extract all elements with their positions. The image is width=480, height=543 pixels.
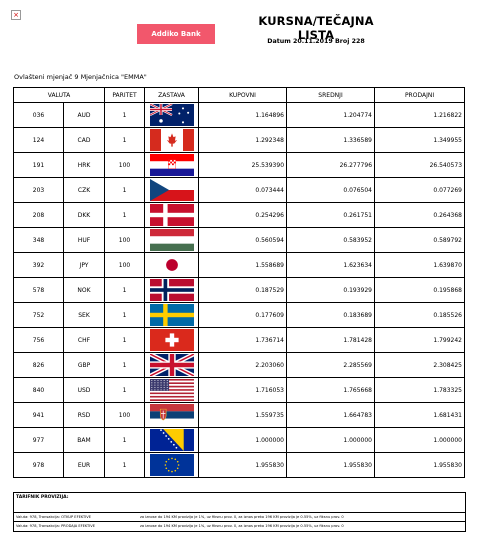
sell-rate-cell: 1.639870 — [375, 253, 465, 278]
exchange-rate-table — [13, 87, 465, 478]
no-flag-icon — [150, 279, 194, 301]
middle-rate-cell: 1.781428 — [287, 328, 375, 353]
buy-rate-cell: 1.558689 — [199, 253, 287, 278]
sell-rate-cell: 1.783325 — [375, 378, 465, 403]
buy-rate-cell: 25.539390 — [199, 153, 287, 178]
middle-rate-cell: 1.204774 — [287, 103, 375, 128]
buy-rate-cell: 1.736714 — [199, 328, 287, 353]
buy-rate-cell: 0.254296 — [199, 203, 287, 228]
page-title: KURSNA/TEČAJNA LISTA — [258, 14, 374, 42]
currency-name-cell: CHF — [64, 328, 105, 353]
currency-code-cell: 941 — [14, 403, 64, 428]
table-row — [14, 303, 465, 328]
currency-name-cell: RSD — [64, 403, 105, 428]
table-row — [14, 278, 465, 303]
exchange-office-name: Ovlašteni mjenjač 9 Mjenjačnica "EMMA" — [14, 73, 147, 81]
flag-cell — [145, 228, 199, 253]
provision-tariff-box — [13, 492, 466, 532]
header-prodajni: PRODAJNI — [375, 88, 465, 103]
buy-rate-cell: 0.560594 — [199, 228, 287, 253]
buy-rate-cell: 0.177609 — [199, 303, 287, 328]
sell-rate-cell: 1.799242 — [375, 328, 465, 353]
table-row — [14, 403, 465, 428]
currency-code-cell: 203 — [14, 178, 64, 203]
middle-rate-cell: 26.277796 — [287, 153, 375, 178]
currency-name-cell: EUR — [64, 453, 105, 478]
flag-cell — [145, 203, 199, 228]
sell-rate-cell: 0.185526 — [375, 303, 465, 328]
buy-rate-cell: 1.164896 — [199, 103, 287, 128]
hu-flag-icon — [150, 229, 194, 251]
middle-rate-cell: 1.765668 — [287, 378, 375, 403]
middle-rate-cell: 1.664783 — [287, 403, 375, 428]
currency-name-cell: HRK — [64, 153, 105, 178]
middle-rate-cell: 1.623634 — [287, 253, 375, 278]
currency-code-cell: 036 — [14, 103, 64, 128]
gb-flag-icon — [150, 354, 194, 376]
buy-rate-cell: 1.000000 — [199, 428, 287, 453]
provision-row — [14, 521, 465, 531]
provision-text: za iznose do 194 KM provizija je 1%, uz fiksnu prov. 0, za iznos preko 196 KM provizija je 0.55%, uz fiksnu prov. 0 — [140, 524, 344, 528]
middle-rate-cell: 0.193929 — [287, 278, 375, 303]
sell-rate-cell: 0.077269 — [375, 178, 465, 203]
parity-cell: 1 — [105, 378, 145, 403]
sell-rate-cell: 2.308425 — [375, 353, 465, 378]
table-row — [14, 428, 465, 453]
us-flag-icon — [150, 379, 194, 401]
middle-rate-cell: 0.261751 — [287, 203, 375, 228]
flag-cell — [145, 378, 199, 403]
currency-code-cell: 826 — [14, 353, 64, 378]
buy-rate-cell: 1.716053 — [199, 378, 287, 403]
sell-rate-cell: 1.349955 — [375, 128, 465, 153]
parity-cell: 100 — [105, 153, 145, 178]
buy-rate-cell: 0.187529 — [199, 278, 287, 303]
flag-cell — [145, 178, 199, 203]
table-header-row — [14, 88, 465, 103]
buy-rate-cell: 2.203060 — [199, 353, 287, 378]
table-row — [14, 228, 465, 253]
sell-rate-cell: 0.589792 — [375, 228, 465, 253]
parity-cell: 1 — [105, 178, 145, 203]
header-srednji: SREDNJI — [287, 88, 375, 103]
buy-rate-cell: 1.292348 — [199, 128, 287, 153]
header-valuta: VALUTA — [14, 88, 105, 103]
currency-code-cell: 208 — [14, 203, 64, 228]
flag-cell — [145, 128, 199, 153]
currency-code-cell: 978 — [14, 453, 64, 478]
flag-cell — [145, 303, 199, 328]
parity-cell: 100 — [105, 228, 145, 253]
parity-cell: 1 — [105, 278, 145, 303]
hr-flag-icon — [150, 154, 194, 176]
cz-flag-icon — [150, 179, 194, 201]
date-line: Datum 20.11.2019 Broj 228 — [267, 38, 365, 45]
middle-rate-cell: 1.336589 — [287, 128, 375, 153]
table-row — [14, 128, 465, 153]
currency-code-cell: 392 — [14, 253, 64, 278]
currency-name-cell: AUD — [64, 103, 105, 128]
table-row — [14, 203, 465, 228]
currency-code-cell: 977 — [14, 428, 64, 453]
sell-rate-cell: 1.216822 — [375, 103, 465, 128]
sell-rate-cell: 26.540573 — [375, 153, 465, 178]
parity-cell: 100 — [105, 253, 145, 278]
header-zastava: ZASTAVA — [145, 88, 199, 103]
sell-rate-cell: 0.195868 — [375, 278, 465, 303]
table-row — [14, 453, 465, 478]
sell-rate-cell: 0.264368 — [375, 203, 465, 228]
ba-flag-icon — [150, 429, 194, 451]
buy-rate-cell: 0.073444 — [199, 178, 287, 203]
flag-cell — [145, 253, 199, 278]
currency-code-cell: 756 — [14, 328, 64, 353]
header-paritet: PARITET — [105, 88, 145, 103]
currency-code-cell: 348 — [14, 228, 64, 253]
table-row — [14, 353, 465, 378]
parity-cell: 1 — [105, 428, 145, 453]
currency-name-cell: GBP — [64, 353, 105, 378]
currency-code-cell: 840 — [14, 378, 64, 403]
middle-rate-cell: 1.955830 — [287, 453, 375, 478]
provision-text: za iznose do 194 KM provizija je 1%, uz fiksnu prov. 0, za iznos preko 196 KM provizija je 0.55%, uz fiksnu prov. 0 — [140, 515, 344, 519]
dk-flag-icon — [150, 204, 194, 226]
parity-cell: 1 — [105, 103, 145, 128]
flag-cell — [145, 278, 199, 303]
parity-cell: 1 — [105, 353, 145, 378]
currency-code-cell: 124 — [14, 128, 64, 153]
buy-rate-cell: 1.955830 — [199, 453, 287, 478]
middle-rate-cell: 0.583952 — [287, 228, 375, 253]
currency-name-cell: CAD — [64, 128, 105, 153]
currency-name-cell: HUF — [64, 228, 105, 253]
currency-code-cell: 578 — [14, 278, 64, 303]
currency-name-cell: USD — [64, 378, 105, 403]
parity-cell: 100 — [105, 403, 145, 428]
sell-rate-cell: 1.681431 — [375, 403, 465, 428]
table-row — [14, 103, 465, 128]
currency-code-cell: 752 — [14, 303, 64, 328]
sell-rate-cell: 1.000000 — [375, 428, 465, 453]
ca-flag-icon — [150, 129, 194, 151]
currency-name-cell: NOK — [64, 278, 105, 303]
au-flag-icon — [150, 104, 194, 126]
flag-cell — [145, 103, 199, 128]
table-row — [14, 378, 465, 403]
provision-label: Valuta: 978, Transakcija: OTKUP EFEKTIVE — [16, 515, 91, 519]
buy-rate-cell: 1.559735 — [199, 403, 287, 428]
flag-cell — [145, 153, 199, 178]
provision-label: Valuta: 978, Transakcija: PRODAJA EFEKTIVE — [16, 524, 95, 528]
middle-rate-cell: 0.183689 — [287, 303, 375, 328]
middle-rate-cell: 0.076504 — [287, 178, 375, 203]
currency-name-cell: BAM — [64, 428, 105, 453]
table-row — [14, 253, 465, 278]
currency-name-cell: JPY — [64, 253, 105, 278]
header-kupovni: KUPOVNI — [199, 88, 287, 103]
currency-name-cell: CZK — [64, 178, 105, 203]
currency-name-cell: DKK — [64, 203, 105, 228]
flag-cell — [145, 428, 199, 453]
parity-cell: 1 — [105, 203, 145, 228]
currency-name-cell: SEK — [64, 303, 105, 328]
currency-code-cell: 191 — [14, 153, 64, 178]
rs-flag-icon — [150, 404, 194, 426]
eu-flag-icon — [150, 454, 194, 476]
flag-cell — [145, 403, 199, 428]
flag-cell — [145, 328, 199, 353]
parity-cell: 1 — [105, 128, 145, 153]
table-row — [14, 328, 465, 353]
se-flag-icon — [150, 304, 194, 326]
jp-flag-icon — [150, 254, 194, 276]
provision-title: TARIFNIK PROVIZIJA: — [16, 495, 69, 500]
sell-rate-cell: 1.955830 — [375, 453, 465, 478]
flag-cell — [145, 353, 199, 378]
ch-flag-icon — [150, 329, 194, 351]
parity-cell: 1 — [105, 328, 145, 353]
middle-rate-cell: 2.285569 — [287, 353, 375, 378]
flag-cell — [145, 453, 199, 478]
table-row — [14, 153, 465, 178]
middle-rate-cell: 1.000000 — [287, 428, 375, 453]
parity-cell: 1 — [105, 303, 145, 328]
bank-logo: Addiko Bank — [137, 24, 215, 44]
table-row — [14, 178, 465, 203]
parity-cell: 1 — [105, 453, 145, 478]
broken-image-icon: × — [11, 10, 21, 20]
